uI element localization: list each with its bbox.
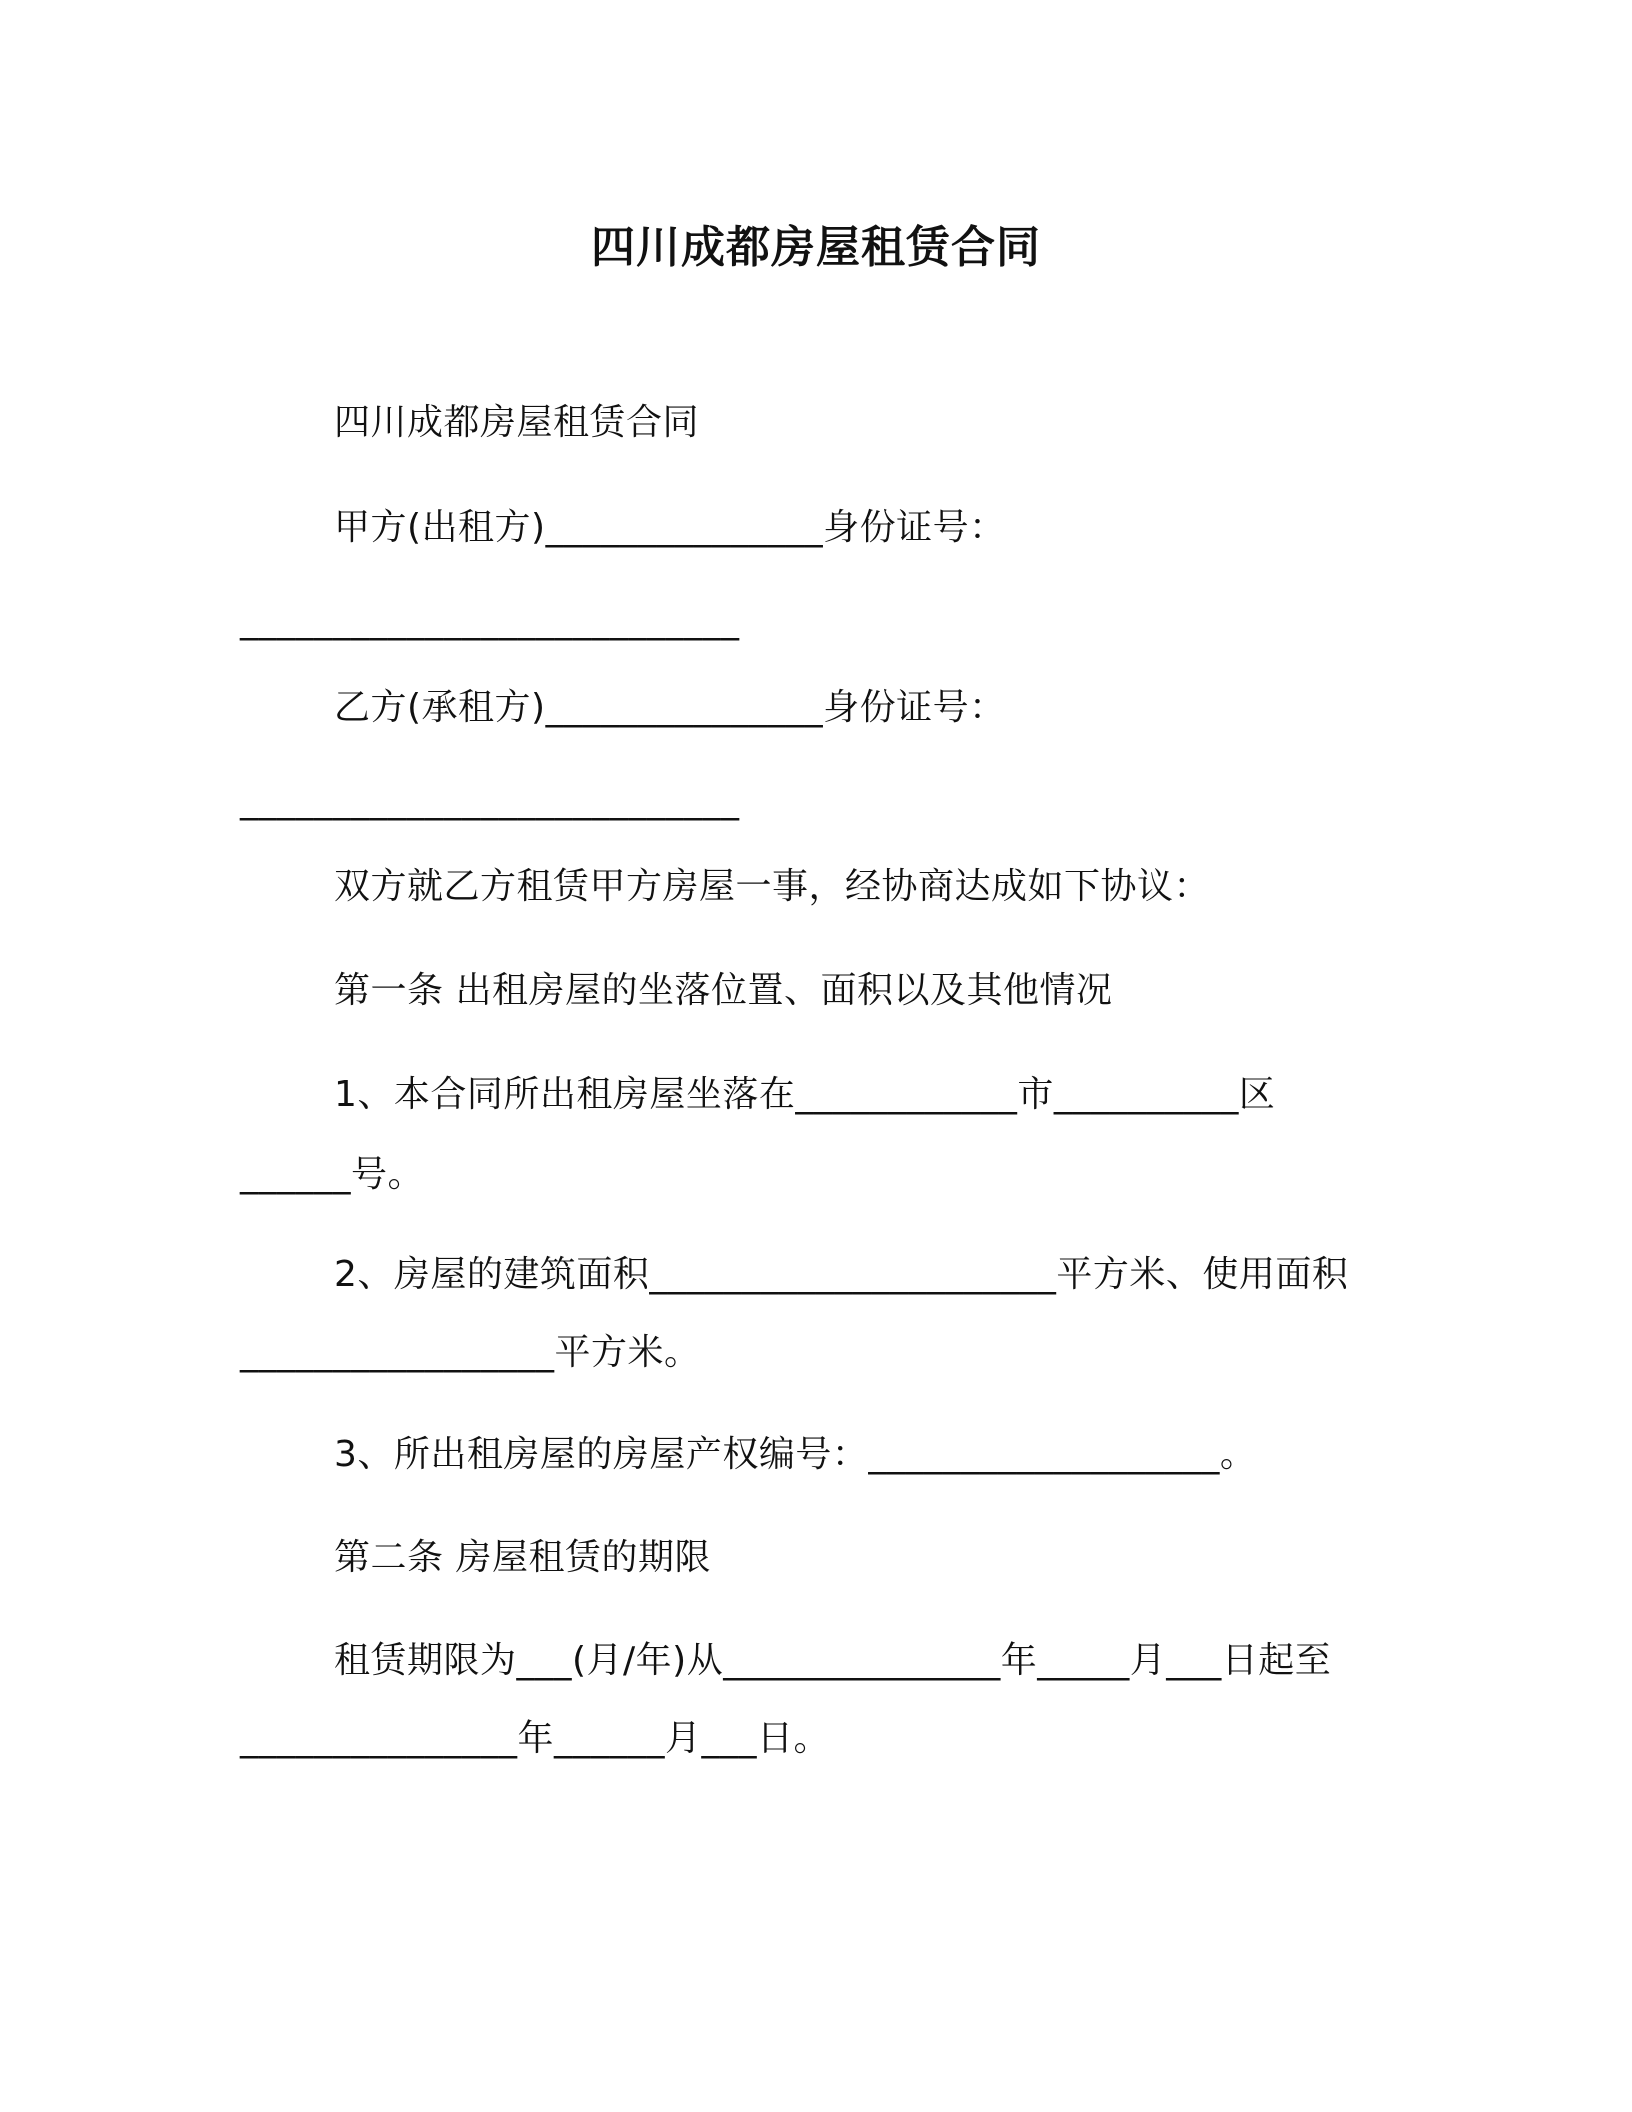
clause-1-1: 1、本合同所出租房屋坐落在____________市__________区 xyxy=(334,1074,1276,1115)
lease-term-cont: _______________年______月___日。 xyxy=(240,1718,830,1759)
article-1-heading: 第一条 出租房屋的坐落位置、面积以及其他情况 xyxy=(334,970,1113,1011)
lease-term-line: 租赁期限为___(月/年)从_______________年_____月___日起至 xyxy=(334,1640,1332,1681)
article-2-heading: 第二条 房屋租赁的期限 xyxy=(334,1537,711,1578)
party-b-id-blank: ___________________________ xyxy=(240,780,740,821)
contract-heading: 四川成都房屋租赁合同 xyxy=(334,402,700,443)
document-title: 四川成都房屋租赁合同 xyxy=(591,222,1041,273)
clause-1-1-cont: ______号。 xyxy=(240,1154,425,1195)
clause-1-2-cont: _________________平方米。 xyxy=(240,1332,701,1373)
clause-1-3: 3、所出租房屋的房屋产权编号：___________________。 xyxy=(334,1434,1257,1475)
party-a-line: 甲方(出租方)_______________身份证号： xyxy=(334,507,1006,548)
party-b-line: 乙方(承租方)_______________身份证号： xyxy=(334,687,1006,728)
clause-1-2: 2、房屋的建筑面积______________________平方米、使用面积 xyxy=(334,1254,1349,1295)
agreement-intro: 双方就乙方租赁甲方房屋一事，经协商达成如下协议： xyxy=(334,866,1211,907)
party-a-id-blank: ___________________________ xyxy=(240,600,740,641)
